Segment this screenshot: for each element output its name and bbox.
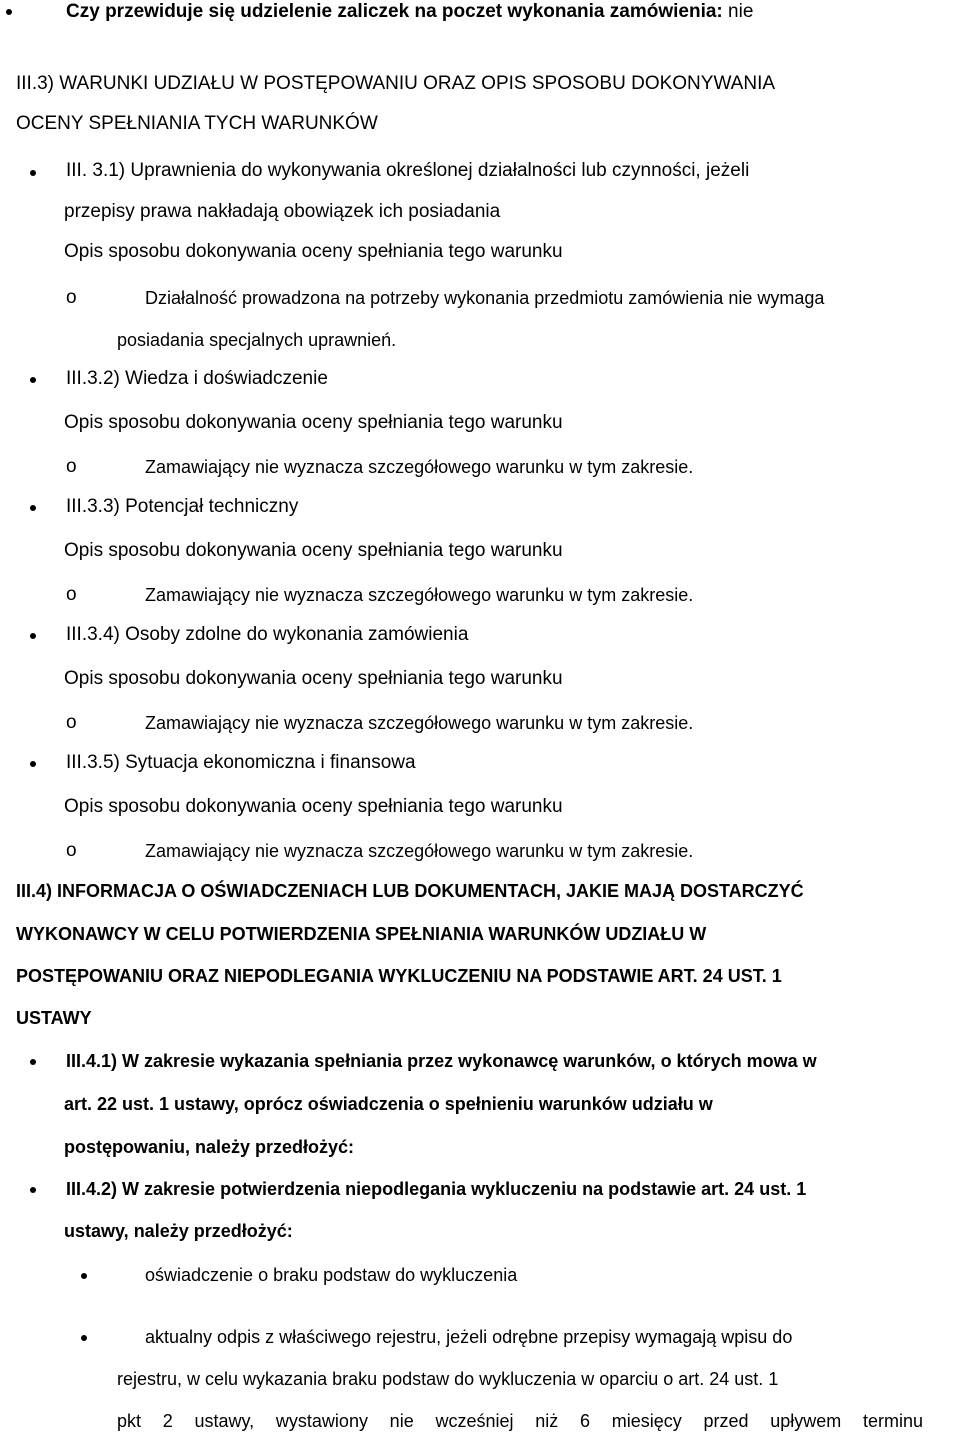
section-iii4-title-line1: III.4) INFORMACJA O OŚWIADCZENIACH LUB DOKUMENTACH, JAKIE MAJĄ DOSTARCZYĆ bbox=[16, 881, 804, 901]
circle-bullet-icon: o bbox=[66, 840, 77, 861]
bullet-icon bbox=[30, 377, 36, 383]
section-iii3-title-line1: III.3) WARUNKI UDZIAŁU W POSTĘPOWANIU ORAZ OPIS SPOSOBU DOKONYWANIA bbox=[16, 73, 776, 94]
item-3-4-desc: Zamawiający nie wyznacza szczegółowego warunku w tym zakresie. bbox=[145, 713, 694, 733]
item-3-1-heading-line2: przepisy prawa nakładają obowiązek ich posiadania bbox=[64, 201, 501, 222]
section-iii4-title-line3: POSTĘPOWANIU ORAZ NIEPODLEGANIA WYKLUCZENIU NA PODSTAWIE ART. 24 UST. 1 bbox=[16, 966, 782, 986]
item-3-4-heading: III.3.4) Osoby zdolne do wykonania zamówienia bbox=[66, 624, 469, 645]
item-3-3-desc: Zamawiający nie wyznacza szczegółowego warunku w tym zakresie. bbox=[145, 585, 694, 605]
item-3-1-desc-line2: posiadania specjalnych uprawnień. bbox=[117, 330, 397, 350]
desc-label: Opis sposobu dokonywania oceny spełniania tego warunku bbox=[64, 668, 563, 689]
bullet-icon bbox=[30, 1187, 36, 1193]
item-3-1-heading-line1: III. 3.1) Uprawnienia do wykonywania określonej działalności lub czynności, jeżeli bbox=[66, 160, 750, 181]
bullet-icon bbox=[30, 761, 36, 767]
item-3-3-heading: III.3.3) Potencjał techniczny bbox=[66, 496, 299, 517]
advances-line bbox=[66, 1, 753, 23]
item-4-1-line3: postępowaniu, należy przedłożyć: bbox=[64, 1137, 355, 1157]
sub-item-2-line1: aktualny odpis z właściwego rejestru, jeżeli odrębne przepisy wymagają wpisu do bbox=[145, 1327, 793, 1347]
section-iii3-title-line2: OCENY SPEŁNIANIA TYCH WARUNKÓW bbox=[16, 113, 378, 134]
section-iii4-title-line2: WYKONAWCY W CELU POTWIERDZENIA SPEŁNIANIA WARUNKÓW UDZIAŁU W bbox=[16, 924, 707, 944]
section-iii4-title-line4: USTAWY bbox=[16, 1008, 92, 1028]
sub-item-2-line3: pkt 2 ustawy, wystawiony nie wcześniej niż 6 miesięcy przed upływem terminu bbox=[117, 1411, 923, 1431]
advances-answer: nie bbox=[728, 1, 754, 22]
bullet-icon bbox=[30, 633, 36, 639]
bullet-icon bbox=[81, 1273, 87, 1279]
item-3-2-heading: III.3.2) Wiedza i doświadczenie bbox=[66, 368, 328, 389]
desc-label: Opis sposobu dokonywania oceny spełniania tego warunku bbox=[64, 796, 563, 817]
bullet-icon bbox=[30, 505, 36, 511]
bullet-icon bbox=[30, 170, 36, 176]
sub-item-2-line2: rejestru, w celu wykazania braku podstaw do wykluczenia w oparciu o art. 24 ust. 1 bbox=[117, 1369, 779, 1389]
desc-label: Opis sposobu dokonywania oceny spełniania tego warunku bbox=[64, 241, 563, 262]
circle-bullet-icon: o bbox=[66, 287, 77, 308]
advances-question: Czy przewiduje się udzielenie zaliczek na poczet wykonania zamówienia: bbox=[66, 1, 723, 22]
item-4-2-line2: ustawy, należy przedłożyć: bbox=[64, 1221, 293, 1241]
item-3-1-desc-line1: Działalność prowadzona na potrzeby wykonania przedmiotu zamówienia nie wymaga bbox=[145, 288, 825, 308]
bullet-icon bbox=[6, 9, 12, 15]
item-4-2-line1: III.4.2) W zakresie potwierdzenia niepodlegania wykluczeniu na podstawie art. 24 ust. 1 bbox=[66, 1179, 807, 1199]
desc-label: Opis sposobu dokonywania oceny spełniania tego warunku bbox=[64, 540, 563, 561]
desc-label: Opis sposobu dokonywania oceny spełniania tego warunku bbox=[64, 412, 563, 433]
item-3-5-desc: Zamawiający nie wyznacza szczegółowego warunku w tym zakresie. bbox=[145, 841, 694, 861]
circle-bullet-icon: o bbox=[66, 712, 77, 733]
item-4-1-line1: III.4.1) W zakresie wykazania spełniania przez wykonawcę warunków, o których mowa w bbox=[66, 1051, 817, 1071]
circle-bullet-icon: o bbox=[66, 456, 77, 477]
item-3-2-desc: Zamawiający nie wyznacza szczegółowego warunku w tym zakresie. bbox=[145, 457, 694, 477]
item-4-1-line2: art. 22 ust. 1 ustawy, oprócz oświadczenia o spełnieniu warunków udziału w bbox=[64, 1094, 713, 1114]
bullet-icon bbox=[81, 1335, 87, 1341]
circle-bullet-icon: o bbox=[66, 584, 77, 605]
item-3-5-heading: III.3.5) Sytuacja ekonomiczna i finansowa bbox=[66, 752, 416, 773]
sub-item-1: oświadczenie o braku podstaw do wykluczenia bbox=[145, 1265, 518, 1285]
bullet-icon bbox=[30, 1059, 36, 1065]
